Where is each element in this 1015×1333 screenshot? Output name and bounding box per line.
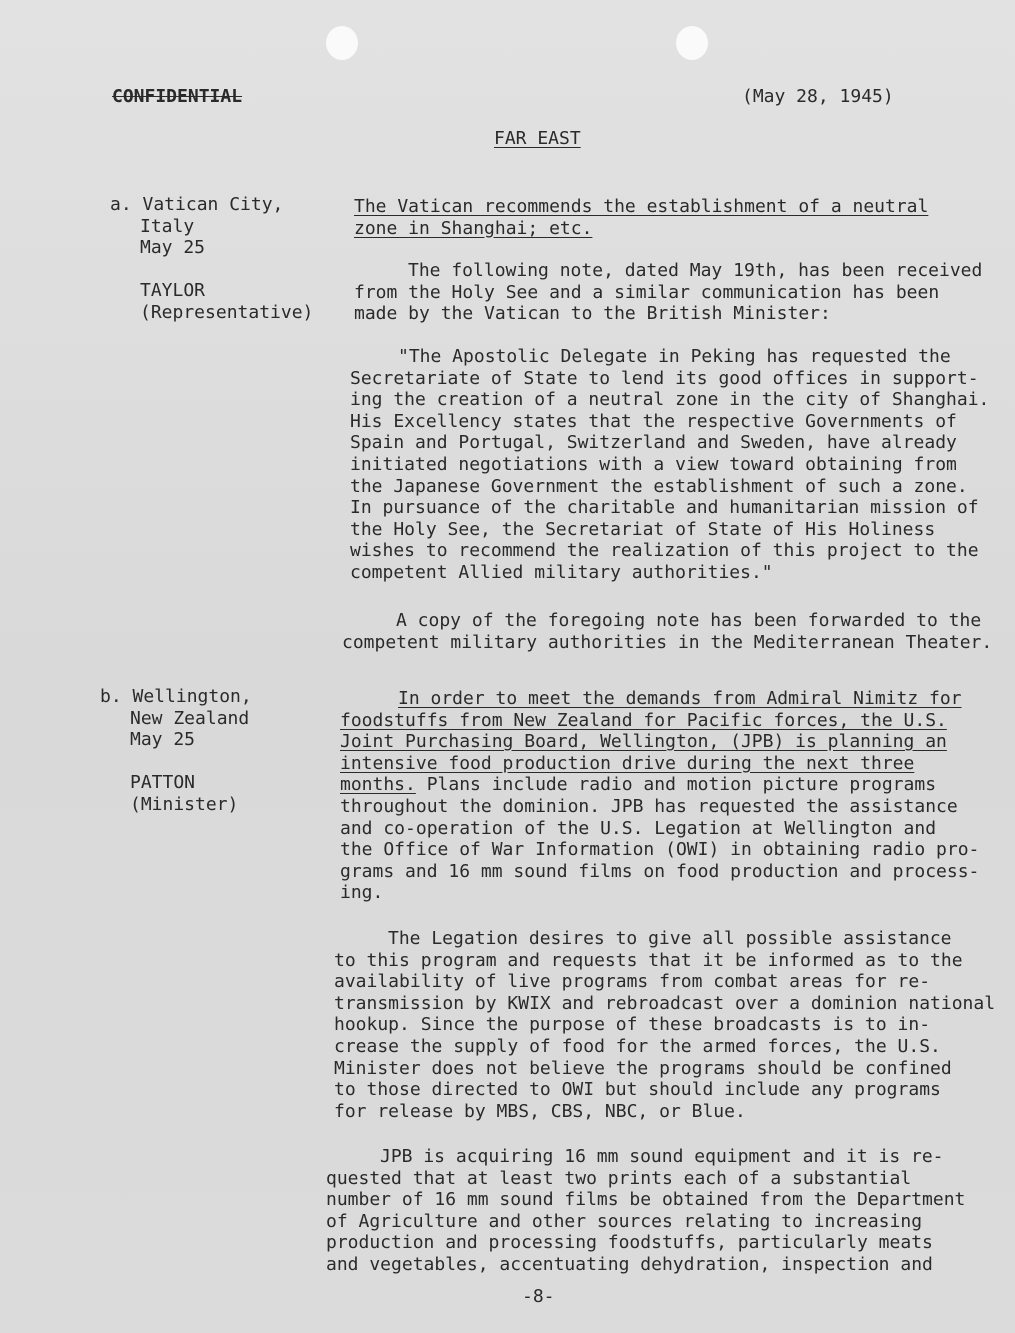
entry-a-headline bbox=[354, 196, 928, 239]
text-line: Minister does not believe the programs should be confined bbox=[334, 1057, 952, 1079]
entry-b-paragraph-3 bbox=[326, 1146, 965, 1276]
headline-line: zone in Shanghai; etc. bbox=[354, 217, 593, 239]
text-line: JPB is acquiring 16 mm sound equipment and it is re- bbox=[380, 1146, 944, 1167]
headline-line: The Vatican recommends the establishment of a neutral bbox=[354, 196, 929, 217]
text-line: intensive food production drive during the next three bbox=[340, 752, 915, 774]
text-line: the Japanese Government the establishment of such a zone. bbox=[350, 475, 968, 497]
text-line: the Office of War Information (OWI) in obtaining radio pro- bbox=[340, 839, 980, 861]
page-number: -8- bbox=[522, 1286, 555, 1307]
text-line: from the Holy See and a similar communication has been bbox=[354, 281, 940, 303]
text-line: to this program and requests that it be informed as to the bbox=[334, 949, 963, 971]
text-line: to those directed to OWI but should include any programs bbox=[334, 1079, 941, 1101]
text-line: Spain and Portugal, Switzerland and Sweden, have already bbox=[350, 432, 957, 454]
text-line: A copy of the foregoing note has been forwarded to the bbox=[396, 610, 982, 631]
text-line: of Agriculture and other sources relating to increasing bbox=[326, 1210, 923, 1232]
text-line: crease the supply of food for the armed forces, the U.S. bbox=[334, 1035, 941, 1057]
entry-b-paragraph-1 bbox=[340, 688, 979, 904]
text-line: the Holy See, the Secretariat of State of His Holiness bbox=[350, 518, 936, 540]
sidebar-line: May 25 bbox=[140, 237, 206, 259]
sidebar-line: Italy bbox=[140, 215, 195, 237]
text-line: and vegetables, accentuating dehydration, inspection and bbox=[326, 1253, 933, 1275]
sidebar-line: (Representative) bbox=[140, 301, 314, 323]
sidebar-line: b. Wellington, bbox=[100, 686, 252, 707]
text-line: The following note, dated May 19th, has been received bbox=[408, 260, 983, 281]
text-line: The Legation desires to give all possible assistance bbox=[388, 928, 952, 949]
text-line: transmission by KWIX and rebroadcast over a dominion national bbox=[334, 992, 996, 1014]
text-line bbox=[340, 774, 979, 796]
entry-a-quote bbox=[350, 346, 989, 584]
punch-hole bbox=[676, 26, 708, 60]
text-span: Plans include radio and motion picture programs bbox=[415, 774, 937, 796]
sidebar-line: PATTON bbox=[130, 772, 196, 794]
text-line: competent Allied military authorities." bbox=[350, 561, 773, 583]
entry-b-sidebar bbox=[100, 686, 252, 816]
text-line: His Excellency states that the respective Governments of bbox=[350, 410, 957, 432]
entry-a-intro bbox=[354, 260, 982, 325]
text-line: throughout the dominion. JPB has requested the assistance bbox=[340, 795, 958, 817]
sidebar-line bbox=[100, 751, 252, 773]
text-line: foodstuffs from New Zealand for Pacific forces, the U.S. bbox=[340, 709, 947, 731]
sidebar-line: TAYLOR bbox=[140, 280, 206, 302]
text-line: quested that at least two prints each of a substantial bbox=[326, 1167, 912, 1189]
entry-a-closing bbox=[342, 610, 992, 653]
underlined-text: months. bbox=[340, 774, 416, 796]
text-line: made by the Vatican to the British Minister: bbox=[354, 303, 831, 325]
punch-hole bbox=[326, 26, 358, 60]
text-line: In order to meet the demands from Admiral Nimitz for bbox=[398, 688, 962, 709]
sidebar-line: May 25 bbox=[130, 729, 196, 751]
text-line: production and processing foodstuffs, particularly meats bbox=[326, 1232, 933, 1254]
text-line: Secretariate of State to lend its good offices in support- bbox=[350, 367, 979, 389]
text-line: hookup. Since the purpose of these broadcasts is to in- bbox=[334, 1014, 931, 1036]
text-line: ing the creation of a neutral zone in the city of Shanghai. bbox=[350, 389, 990, 411]
text-line: "The Apostolic Delegate in Peking has requested the bbox=[398, 346, 951, 367]
text-line: competent military authorities in the Mediterranean Theater. bbox=[342, 631, 993, 653]
text-line: In pursuance of the charitable and humanitarian mission of bbox=[350, 497, 979, 519]
text-line: availability of live programs from combat areas for re- bbox=[334, 971, 931, 993]
entry-b-paragraph-2 bbox=[334, 928, 995, 1122]
section-title: FAR EAST bbox=[494, 128, 581, 149]
text-line: Joint Purchasing Board, Wellington, (JPB) is planning an bbox=[340, 731, 947, 753]
sidebar-line: (Minister) bbox=[130, 793, 239, 815]
sidebar-line bbox=[110, 259, 313, 281]
classification-stamp: CONFIDENTIAL bbox=[112, 86, 243, 107]
text-line: number of 16 mm sound films be obtained from the Department bbox=[326, 1189, 966, 1211]
text-line: grams and 16 mm sound films on food production and process- bbox=[340, 860, 980, 882]
text-line: wishes to recommend the realization of this project to the bbox=[350, 540, 979, 562]
entry-a-sidebar bbox=[110, 194, 313, 324]
text-line: ing. bbox=[340, 882, 384, 904]
sidebar-line: a. Vatican City, bbox=[110, 194, 284, 215]
text-line: and co-operation of the U.S. Legation at Wellington and bbox=[340, 817, 937, 839]
text-line: initiated negotiations with a view toward obtaining from bbox=[350, 453, 957, 475]
sidebar-line: New Zealand bbox=[130, 707, 250, 729]
document-date: (May 28, 1945) bbox=[742, 86, 894, 107]
text-line: for release by MBS, CBS, NBC, or Blue. bbox=[334, 1100, 746, 1122]
